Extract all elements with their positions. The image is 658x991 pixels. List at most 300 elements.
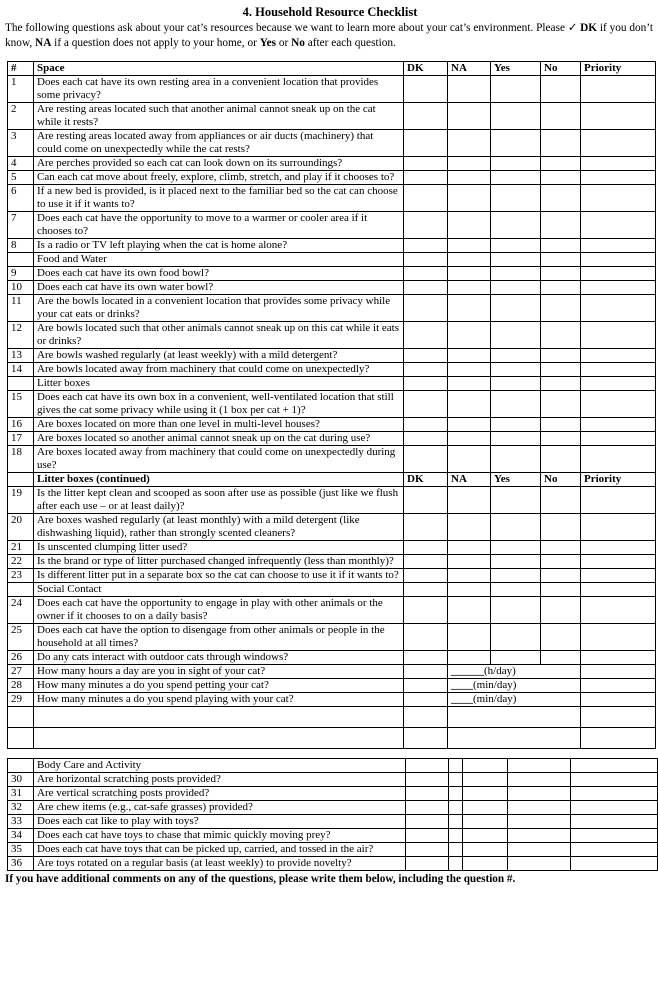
answer-cell-na[interactable] [448, 487, 491, 514]
answer-cell-no[interactable] [541, 391, 581, 418]
row-number: 8 [8, 239, 34, 253]
answer-cell-yes[interactable] [491, 171, 541, 185]
answer-cell-na[interactable] [448, 583, 491, 597]
question-row [8, 76, 656, 103]
answer-cell-priority[interactable] [581, 103, 656, 130]
answer-cell-no[interactable] [541, 418, 581, 432]
answer-cell-priority[interactable] [571, 759, 658, 773]
answer-cell-priority[interactable] [581, 212, 656, 239]
answer-cell-priority[interactable] [581, 171, 656, 185]
question-text [34, 707, 404, 728]
answer-cell-priority[interactable] [581, 377, 656, 391]
question-row [8, 281, 656, 295]
answer-cell-dk[interactable] [406, 857, 449, 871]
answer-cell-no[interactable] [508, 843, 571, 857]
checklist-table-main [7, 61, 656, 749]
intro-segment: ✓ [567, 22, 581, 34]
answer-cell-yes[interactable] [463, 843, 508, 857]
answer-cell-no[interactable] [508, 773, 571, 787]
question-row [8, 541, 656, 555]
question-text: Are perches provided so each cat can look down on its surroundings? [34, 157, 404, 171]
answer-cell-priority[interactable] [581, 267, 656, 281]
answer-cell-dk[interactable] [404, 707, 448, 728]
answer-cell-na[interactable] [448, 103, 491, 130]
question-row [8, 801, 658, 815]
section-label: Social Contact [34, 583, 404, 597]
table-gap [5, 749, 655, 758]
answer-cell-priority[interactable] [571, 787, 658, 801]
answer-cell-dk[interactable] [406, 843, 449, 857]
answer-cell-yes[interactable] [491, 363, 541, 377]
answer-cell-priority[interactable] [581, 624, 656, 651]
answer-cell-no[interactable] [508, 829, 571, 843]
answer-cell-dk[interactable] [404, 597, 448, 624]
answer-cell-yes[interactable] [491, 583, 541, 597]
answer-cell-na[interactable] [448, 624, 491, 651]
answer-cell-yes[interactable] [491, 418, 541, 432]
answer-cell-na[interactable] [448, 514, 491, 541]
answer-cell-dk[interactable] [404, 693, 448, 707]
answer-cell-dk[interactable] [404, 76, 448, 103]
fill-blank-line: ____ [451, 679, 473, 691]
row-number: 22 [8, 555, 34, 569]
answer-cell-yes[interactable] [491, 487, 541, 514]
answer-cell-priority[interactable] [581, 514, 656, 541]
answer-cell-dk[interactable] [404, 267, 448, 281]
section-row [8, 759, 658, 773]
row-number: 27 [8, 665, 34, 679]
header-col-no: No [541, 62, 581, 76]
question-row [8, 349, 656, 363]
answer-cell-yes[interactable] [491, 130, 541, 157]
checklist-table-body-care-body [8, 759, 658, 871]
answer-cell-na[interactable] [448, 363, 491, 377]
intro-keyword: Yes [259, 37, 277, 49]
answer-cell-na[interactable] [448, 541, 491, 555]
question-text: Does each cat have toys to chase that mimic quickly moving prey? [34, 829, 406, 843]
answer-cell-yes[interactable] [491, 569, 541, 583]
header-col-na: NA [448, 473, 491, 487]
answer-cell-dk[interactable] [404, 171, 448, 185]
question-text: How many minutes a do you spend petting your cat? [34, 679, 404, 693]
row-number [8, 583, 34, 597]
answer-cell-yes[interactable] [491, 377, 541, 391]
row-number [8, 759, 34, 773]
answer-cell-dk[interactable] [406, 801, 449, 815]
fill-in-row [8, 693, 656, 707]
answer-cell-priority[interactable] [581, 253, 656, 267]
answer-cell-na[interactable] [449, 787, 463, 801]
answer-cell-yes[interactable] [491, 253, 541, 267]
answer-cell-dk[interactable] [404, 624, 448, 651]
answer-cell-dk[interactable] [404, 679, 448, 693]
empty-row [8, 707, 656, 728]
question-row [8, 569, 656, 583]
row-number [8, 707, 34, 728]
answer-cell-no[interactable] [541, 377, 581, 391]
row-number: 17 [8, 432, 34, 446]
answer-cell-yes[interactable] [463, 829, 508, 843]
intro-segment: if a question does not apply to your home, or [51, 37, 260, 49]
question-text: Are boxes located so another animal cannot sneak up on the cat during use? [34, 432, 404, 446]
answer-cell-na[interactable] [449, 773, 463, 787]
row-number: 12 [8, 322, 34, 349]
answer-cell-dk[interactable] [406, 815, 449, 829]
answer-cell-na[interactable] [448, 76, 491, 103]
answer-cell-priority[interactable] [581, 569, 656, 583]
answer-fill-cell[interactable] [448, 679, 581, 693]
answer-fill-cell[interactable] [448, 693, 581, 707]
answer-cell-dk[interactable] [406, 787, 449, 801]
section-row [8, 583, 656, 597]
answer-cell-dk[interactable] [406, 829, 449, 843]
answer-cell-no[interactable] [541, 76, 581, 103]
row-number: 26 [8, 651, 34, 665]
header-row [8, 62, 656, 76]
answer-cell-no[interactable] [541, 130, 581, 157]
row-number: 15 [8, 391, 34, 418]
answer-cell-no[interactable] [541, 349, 581, 363]
answer-cell-no[interactable] [541, 541, 581, 555]
answer-cell-priority[interactable] [581, 541, 656, 555]
answer-cell-no[interactable] [541, 583, 581, 597]
question-row [8, 267, 656, 281]
question-row [8, 651, 656, 665]
answer-cell-priority[interactable] [571, 815, 658, 829]
answer-cell-dk[interactable] [404, 157, 448, 171]
intro-segment: if you don’t know, [5, 22, 654, 49]
answer-cell-dk[interactable] [404, 239, 448, 253]
question-row [8, 857, 658, 871]
answer-cell-priority[interactable] [581, 432, 656, 446]
answer-cell-yes[interactable] [491, 239, 541, 253]
question-text: How many hours a day are you in sight of your cat? [34, 665, 404, 679]
answer-cell-na[interactable] [448, 171, 491, 185]
answer-cell-na[interactable] [449, 815, 463, 829]
answer-cell-priority[interactable] [581, 130, 656, 157]
answer-cell-yes[interactable] [491, 212, 541, 239]
answer-cell-priority[interactable] [581, 487, 656, 514]
answer-cell-no[interactable] [541, 157, 581, 171]
section-label: Body Care and Activity [34, 759, 406, 773]
answer-cell-dk[interactable] [404, 103, 448, 130]
answer-cell-na[interactable] [449, 857, 463, 871]
answer-cell-na[interactable] [448, 185, 491, 212]
answer-cell-no[interactable] [541, 555, 581, 569]
answer-cell-priority[interactable] [581, 446, 656, 473]
question-text: Does each cat have the option to disengage from other animals or people in the household at all times? [34, 624, 404, 651]
answer-cell-dk[interactable] [404, 377, 448, 391]
answer-cell-na[interactable] [448, 157, 491, 171]
answer-cell-na[interactable] [449, 759, 463, 773]
answer-cell-yes[interactable] [491, 541, 541, 555]
answer-cell-no[interactable] [508, 787, 571, 801]
fill-unit-label: (h/day) [484, 665, 516, 677]
question-text: Are bowls located such that other animals cannot sneak up on this cat while it eats or drinks? [34, 322, 404, 349]
answer-cell-na[interactable] [448, 432, 491, 446]
row-number [8, 728, 34, 749]
answer-cell-priority[interactable] [581, 707, 656, 728]
answer-cell-dk[interactable] [404, 349, 448, 363]
answer-cell-priority[interactable] [581, 157, 656, 171]
row-number: 10 [8, 281, 34, 295]
answer-cell-yes[interactable] [463, 759, 508, 773]
answer-cell-dk[interactable] [406, 773, 449, 787]
answer-cell-yes[interactable] [463, 815, 508, 829]
answer-cell-priority[interactable] [581, 239, 656, 253]
answer-cell-priority[interactable] [571, 843, 658, 857]
answer-cell-dk[interactable] [404, 583, 448, 597]
header-col-dk: DK [404, 473, 448, 487]
answer-cell-no[interactable] [541, 487, 581, 514]
row-number [8, 377, 34, 391]
answer-cell-priority[interactable] [581, 322, 656, 349]
checklist-table-body-care [7, 758, 658, 871]
question-row [8, 103, 656, 130]
intro-segment: or [276, 37, 292, 49]
answer-cell-priority[interactable] [571, 801, 658, 815]
section-row [8, 377, 656, 391]
answer-cell-na[interactable] [448, 597, 491, 624]
answer-cell-dk[interactable] [404, 281, 448, 295]
answer-cell-priority[interactable] [581, 349, 656, 363]
answer-cell-priority[interactable] [581, 185, 656, 212]
answer-cell-na[interactable] [449, 829, 463, 843]
row-number: 5 [8, 171, 34, 185]
answer-cell-na[interactable] [448, 267, 491, 281]
answer-cell-dk[interactable] [404, 212, 448, 239]
checklist-table-main-body [8, 62, 656, 749]
answer-cell-yes[interactable] [491, 103, 541, 130]
answer-cell-yes[interactable] [491, 624, 541, 651]
header-col-yes: Yes [491, 62, 541, 76]
answer-cell-yes[interactable] [491, 349, 541, 363]
answer-cell-priority[interactable] [581, 555, 656, 569]
answer-cell-yes[interactable] [491, 597, 541, 624]
answer-cell-priority[interactable] [581, 597, 656, 624]
question-row [8, 597, 656, 624]
intro-segment: after each question. [304, 37, 396, 49]
answer-cell-dk[interactable] [406, 759, 449, 773]
question-row [8, 322, 656, 349]
fill-unit-label: (min/day) [473, 679, 517, 691]
header-number-col: # [8, 62, 34, 76]
answer-cell-yes[interactable] [491, 322, 541, 349]
answer-cell-dk[interactable] [404, 253, 448, 267]
answer-cell-dk[interactable] [404, 391, 448, 418]
row-number: 36 [8, 857, 34, 871]
answer-cell-na[interactable] [448, 446, 491, 473]
answer-cell-dk[interactable] [404, 541, 448, 555]
intro-keyword: NA [35, 37, 52, 49]
answer-cell-na[interactable] [448, 418, 491, 432]
answer-cell-no[interactable] [541, 651, 581, 665]
question-row [8, 487, 656, 514]
answer-cell-no[interactable] [541, 322, 581, 349]
answer-cell-no[interactable] [541, 597, 581, 624]
answer-fill-cell[interactable] [448, 665, 581, 679]
answer-cell-no[interactable] [541, 624, 581, 651]
answer-cell-priority[interactable] [581, 665, 656, 679]
answer-cell-priority[interactable] [581, 391, 656, 418]
answer-cell-no[interactable] [541, 514, 581, 541]
answer-cell-no[interactable] [541, 103, 581, 130]
intro-text [5, 21, 655, 51]
answer-cell-dk[interactable] [404, 514, 448, 541]
answer-cell-yes[interactable] [491, 281, 541, 295]
answer-cell-yes[interactable] [463, 773, 508, 787]
row-number: 11 [8, 295, 34, 322]
answer-cell-no[interactable] [541, 171, 581, 185]
answer-cell-priority[interactable] [571, 857, 658, 871]
answer-cell-priority[interactable] [581, 679, 656, 693]
answer-cell-priority[interactable] [581, 418, 656, 432]
row-number: 4 [8, 157, 34, 171]
answer-cell-dk[interactable] [404, 418, 448, 432]
answer-cell-dk[interactable] [404, 322, 448, 349]
answer-cell-no[interactable] [541, 295, 581, 322]
fill-in-row [8, 665, 656, 679]
answer-cell-dk[interactable] [404, 295, 448, 322]
answer-cell-dk[interactable] [404, 651, 448, 665]
question-row [8, 514, 656, 541]
answer-cell-no[interactable] [541, 239, 581, 253]
row-number: 24 [8, 597, 34, 624]
question-text: Is the litter kept clean and scooped as soon after use as possible (just like we flush after each use – or at least daily)? [34, 487, 404, 514]
row-number: 13 [8, 349, 34, 363]
answer-cell-merged[interactable] [448, 707, 581, 728]
question-text: Are horizontal scratching posts provided? [34, 773, 406, 787]
answer-cell-priority[interactable] [581, 583, 656, 597]
question-text: Are resting areas located away from appliances or air ducts (machinery) that could come on unexpectedly while the cat rests? [34, 130, 404, 157]
question-text: If a new bed is provided, is it placed next to the familiar bed so the cat can choose to use it if it wants to? [34, 185, 404, 212]
answer-cell-na[interactable] [448, 281, 491, 295]
fill-unit-label: (min/day) [473, 693, 517, 705]
answer-cell-na[interactable] [448, 322, 491, 349]
question-row [8, 555, 656, 569]
question-text: Does each cat have its own resting area in a convenient location that provides some privacy? [34, 76, 404, 103]
row-number: 34 [8, 829, 34, 843]
answer-cell-yes[interactable] [491, 295, 541, 322]
answer-cell-dk[interactable] [404, 487, 448, 514]
answer-cell-yes[interactable] [491, 555, 541, 569]
answer-cell-yes[interactable] [491, 432, 541, 446]
row-number [8, 253, 34, 267]
answer-cell-yes[interactable] [491, 446, 541, 473]
answer-cell-yes[interactable] [463, 857, 508, 871]
answer-cell-no[interactable] [541, 267, 581, 281]
answer-cell-na[interactable] [448, 555, 491, 569]
header-col-priority: Priority [581, 62, 656, 76]
answer-cell-dk[interactable] [404, 728, 448, 749]
section-label: Litter boxes [34, 377, 404, 391]
answer-cell-dk[interactable] [404, 185, 448, 212]
answer-cell-no[interactable] [508, 857, 571, 871]
answer-cell-no[interactable] [541, 432, 581, 446]
answer-cell-priority[interactable] [581, 76, 656, 103]
answer-cell-yes[interactable] [491, 514, 541, 541]
question-row [8, 787, 658, 801]
answer-cell-no[interactable] [541, 281, 581, 295]
answer-cell-merged[interactable] [448, 728, 581, 749]
answer-cell-na[interactable] [448, 391, 491, 418]
question-text: How many minutes a do you spend playing with your cat? [34, 693, 404, 707]
answer-cell-no[interactable] [508, 801, 571, 815]
question-row [8, 432, 656, 446]
header-col-na: NA [448, 62, 491, 76]
question-text: Does each cat have the opportunity to engage in play with other animals or the owner if it chooses to on a daily basis? [34, 597, 404, 624]
question-text: Is different litter put in a separate box so the cat can choose to use it if it wants to? [34, 569, 404, 583]
answer-cell-yes[interactable] [491, 267, 541, 281]
answer-cell-dk[interactable] [404, 432, 448, 446]
answer-cell-na[interactable] [448, 239, 491, 253]
answer-cell-yes[interactable] [491, 76, 541, 103]
answer-cell-dk[interactable] [404, 569, 448, 583]
answer-cell-no[interactable] [541, 253, 581, 267]
answer-cell-na[interactable] [449, 843, 463, 857]
answer-cell-dk[interactable] [404, 130, 448, 157]
answer-cell-priority[interactable] [581, 295, 656, 322]
row-number: 32 [8, 801, 34, 815]
question-text: Does each cat have its own food bowl? [34, 267, 404, 281]
answer-cell-yes[interactable] [463, 801, 508, 815]
answer-cell-na[interactable] [448, 253, 491, 267]
answer-cell-dk[interactable] [404, 665, 448, 679]
fill-blank-line: ____ [451, 693, 473, 705]
answer-cell-priority[interactable] [581, 363, 656, 377]
answer-cell-priority[interactable] [581, 693, 656, 707]
answer-cell-yes[interactable] [491, 651, 541, 665]
answer-cell-no[interactable] [541, 363, 581, 377]
answer-cell-yes[interactable] [491, 185, 541, 212]
answer-cell-yes[interactable] [491, 157, 541, 171]
answer-cell-priority[interactable] [571, 773, 658, 787]
comments-instruction: If you have additional comments on any of the questions, please write them below, including the question #. [5, 873, 516, 885]
question-text: Are bowls washed regularly (at least weekly) with a mild detergent? [34, 349, 404, 363]
answer-cell-no[interactable] [541, 446, 581, 473]
answer-cell-no[interactable] [508, 815, 571, 829]
answer-cell-no[interactable] [541, 212, 581, 239]
fill-in-row [8, 679, 656, 693]
answer-cell-priority[interactable] [581, 728, 656, 749]
answer-cell-priority[interactable] [571, 829, 658, 843]
answer-cell-na[interactable] [448, 569, 491, 583]
answer-cell-na[interactable] [449, 801, 463, 815]
answer-cell-na[interactable] [448, 212, 491, 239]
answer-cell-no[interactable] [541, 185, 581, 212]
answer-cell-dk[interactable] [404, 446, 448, 473]
answer-cell-yes[interactable] [463, 787, 508, 801]
answer-cell-no[interactable] [541, 569, 581, 583]
answer-cell-na[interactable] [448, 377, 491, 391]
row-number: 14 [8, 363, 34, 377]
question-row [8, 829, 658, 843]
section-row [8, 253, 656, 267]
answer-cell-na[interactable] [448, 651, 491, 665]
answer-cell-no[interactable] [508, 759, 571, 773]
answer-cell-dk[interactable] [404, 555, 448, 569]
answer-cell-priority[interactable] [581, 281, 656, 295]
answer-cell-na[interactable] [448, 295, 491, 322]
answer-cell-na[interactable] [448, 349, 491, 363]
empty-row [8, 728, 656, 749]
answer-cell-dk[interactable] [404, 363, 448, 377]
answer-cell-na[interactable] [448, 130, 491, 157]
question-row [8, 363, 656, 377]
section-label: Food and Water [34, 253, 404, 267]
answer-cell-priority[interactable] [581, 651, 656, 665]
answer-cell-yes[interactable] [491, 391, 541, 418]
